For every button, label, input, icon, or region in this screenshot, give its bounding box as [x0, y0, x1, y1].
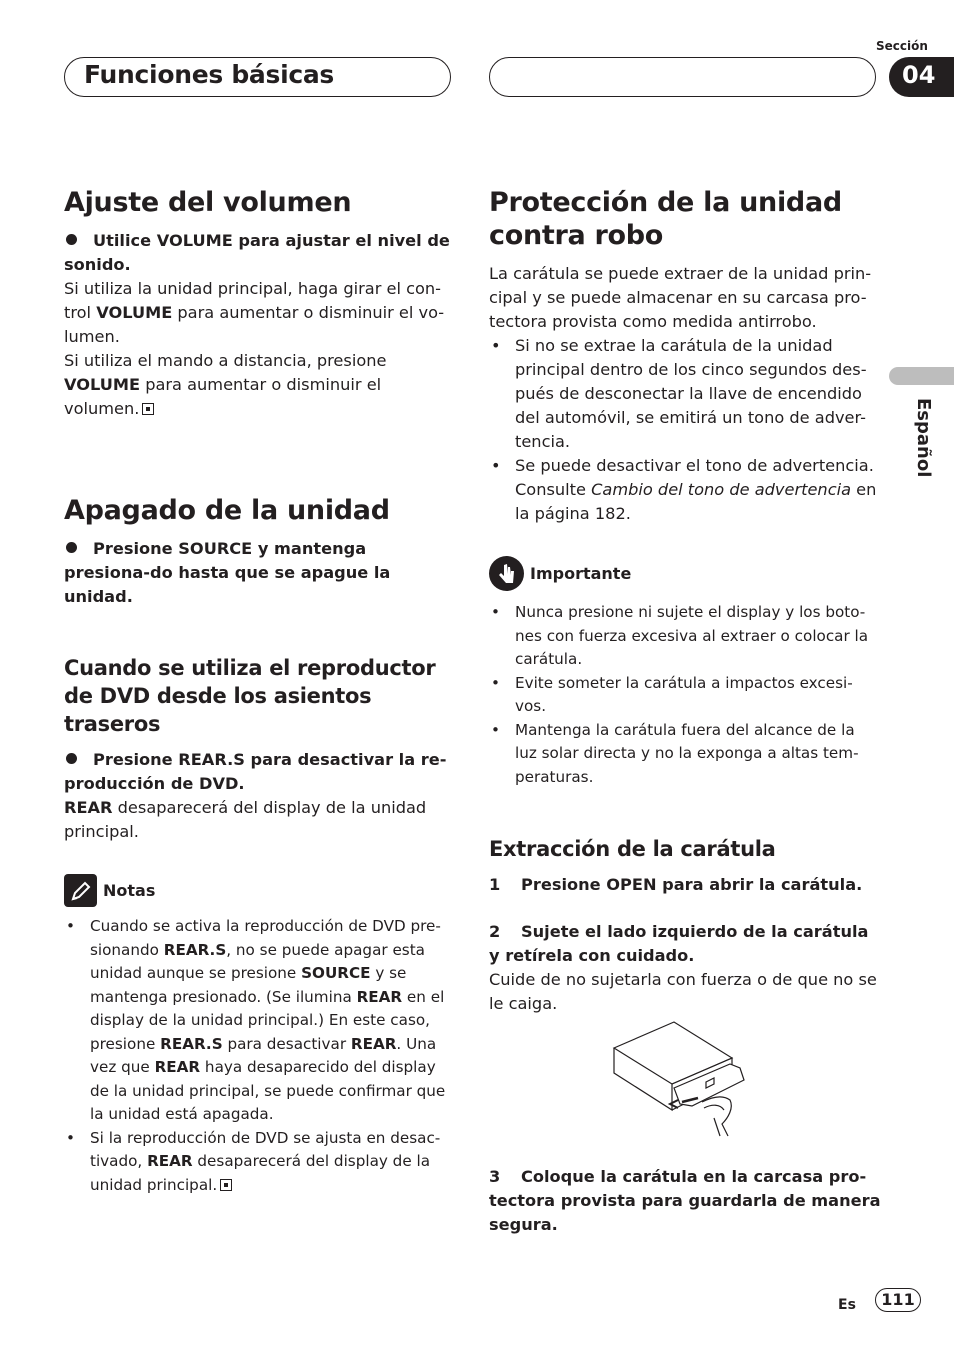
step-1: 1 Presione OPEN para abrir la carátula. — [489, 875, 863, 894]
notas-list — [64, 915, 454, 1197]
proteccion-item: • Se puede desactivar el tono de advertencia. Consulte Cambio del tono de advertencia en la página 182. — [489, 454, 881, 526]
section-label: Sección — [876, 39, 928, 53]
pencil-note-icon — [64, 874, 97, 907]
page-title: Funciones básicas — [84, 60, 335, 89]
proteccion-list — [489, 334, 881, 526]
volumen-paragraph-1: Si utiliza la unidad principal, haga girar el con-trol VOLUME para aumentar o disminuir el vo-lumen. — [64, 279, 445, 346]
bullet-dot-icon — [66, 234, 77, 245]
notas-header — [64, 874, 454, 907]
apagado-lead: Presione SOURCE y mantenga presiona-do hasta que se apague la unidad. — [64, 539, 391, 606]
volumen-lead: Utilice VOLUME para ajustar el nivel de sonido. — [64, 231, 450, 274]
dvd-lead: Presione REAR.S para desactivar la re-producción de DVD. — [64, 750, 447, 793]
importante-item: • Evite someter la carátula a impactos excesi-vos. — [489, 672, 881, 719]
nota-item: • Cuando se activa la reproducción de DVD pre-sionando REAR.S, no se puede apagar esta unidad aunque se presione SOURCE y se mantenga presionado. (Se ilumina REAR en el display de la unidad principal.) En este caso, presione REAR.S para desactivar REAR. Una vez que REAR haya desaparecido del display de la unidad principal, se puede confirmar que la unidad está apagada. — [64, 915, 454, 1127]
notas-label: Notas — [103, 881, 156, 900]
footer-language: Es — [838, 1297, 856, 1313]
apagado-heading: Apagado de la unidad — [64, 495, 390, 526]
dvd-paragraph: REAR desaparecerá del display de la unidad principal. — [64, 798, 427, 841]
bullet-dot-icon — [66, 753, 77, 764]
step-3: 3 Coloque la carátula en la carcasa pro-tectora provista para guardarla de manera segura. — [489, 1167, 881, 1234]
left-column — [64, 186, 454, 1197]
proteccion-intro: La carátula se puede extraer de la unidad prin-cipal y se puede almacenar en su carcasa pro-tectora provista como medida antirrobo. — [489, 264, 872, 331]
step-2: 2 Sujete el lado izquierdo de la carátula y retírela con cuidado. — [489, 922, 869, 965]
importante-label: Importante — [530, 564, 632, 583]
end-mark-icon — [220, 1179, 232, 1191]
header-blank-pill — [489, 57, 876, 97]
end-mark-icon — [142, 403, 154, 415]
importante-list — [489, 601, 881, 789]
step-2-note: Cuide de no sujetarla con fuerza o de que no se le caiga. — [489, 970, 877, 1013]
language-label: Español — [913, 398, 934, 478]
right-column — [489, 186, 881, 1016]
extraccion-heading: Extracción de la carátula — [489, 837, 776, 861]
importante-item: • Mantenga la carátula fuera del alcance de la luz solar directa y no la exponga a altas tem-peraturas. — [489, 719, 881, 790]
proteccion-heading: Protección de la unidad contra robo — [489, 187, 842, 251]
faceplate-removal-illustration — [610, 1018, 745, 1138]
bullet-dot-icon — [66, 542, 77, 553]
page-number: 111 — [875, 1288, 921, 1312]
proteccion-item: • Si no se extrae la carátula de la unidad principal dentro de los cinco segundos des-pués de desconectar la llave de encendido del automóvil, se emitirá un tono de adver-tencia. — [489, 334, 881, 454]
volumen-paragraph-2: Si utiliza el mando a distancia, presione VOLUME para aumentar o disminuir el volumen. — [64, 351, 387, 418]
dvd-heading: Cuando se utiliza el reproductor de DVD desde los asientos traseros — [64, 656, 436, 736]
importante-hand-icon — [489, 556, 524, 591]
nota-item: • Si la reproducción de DVD se ajusta en desac-tivado, REAR desaparecerá del display de la unidad principal. — [64, 1127, 454, 1198]
language-side-tab — [889, 367, 954, 385]
step-3-block — [489, 1165, 881, 1237]
volumen-heading: Ajuste del volumen — [64, 187, 352, 218]
section-number-badge: 04 — [889, 57, 954, 97]
importante-item: • Nunca presione ni sujete el display y los boto-nes con fuerza excesiva al extraer o colocar la carátula. — [489, 601, 881, 672]
importante-header — [489, 556, 881, 591]
